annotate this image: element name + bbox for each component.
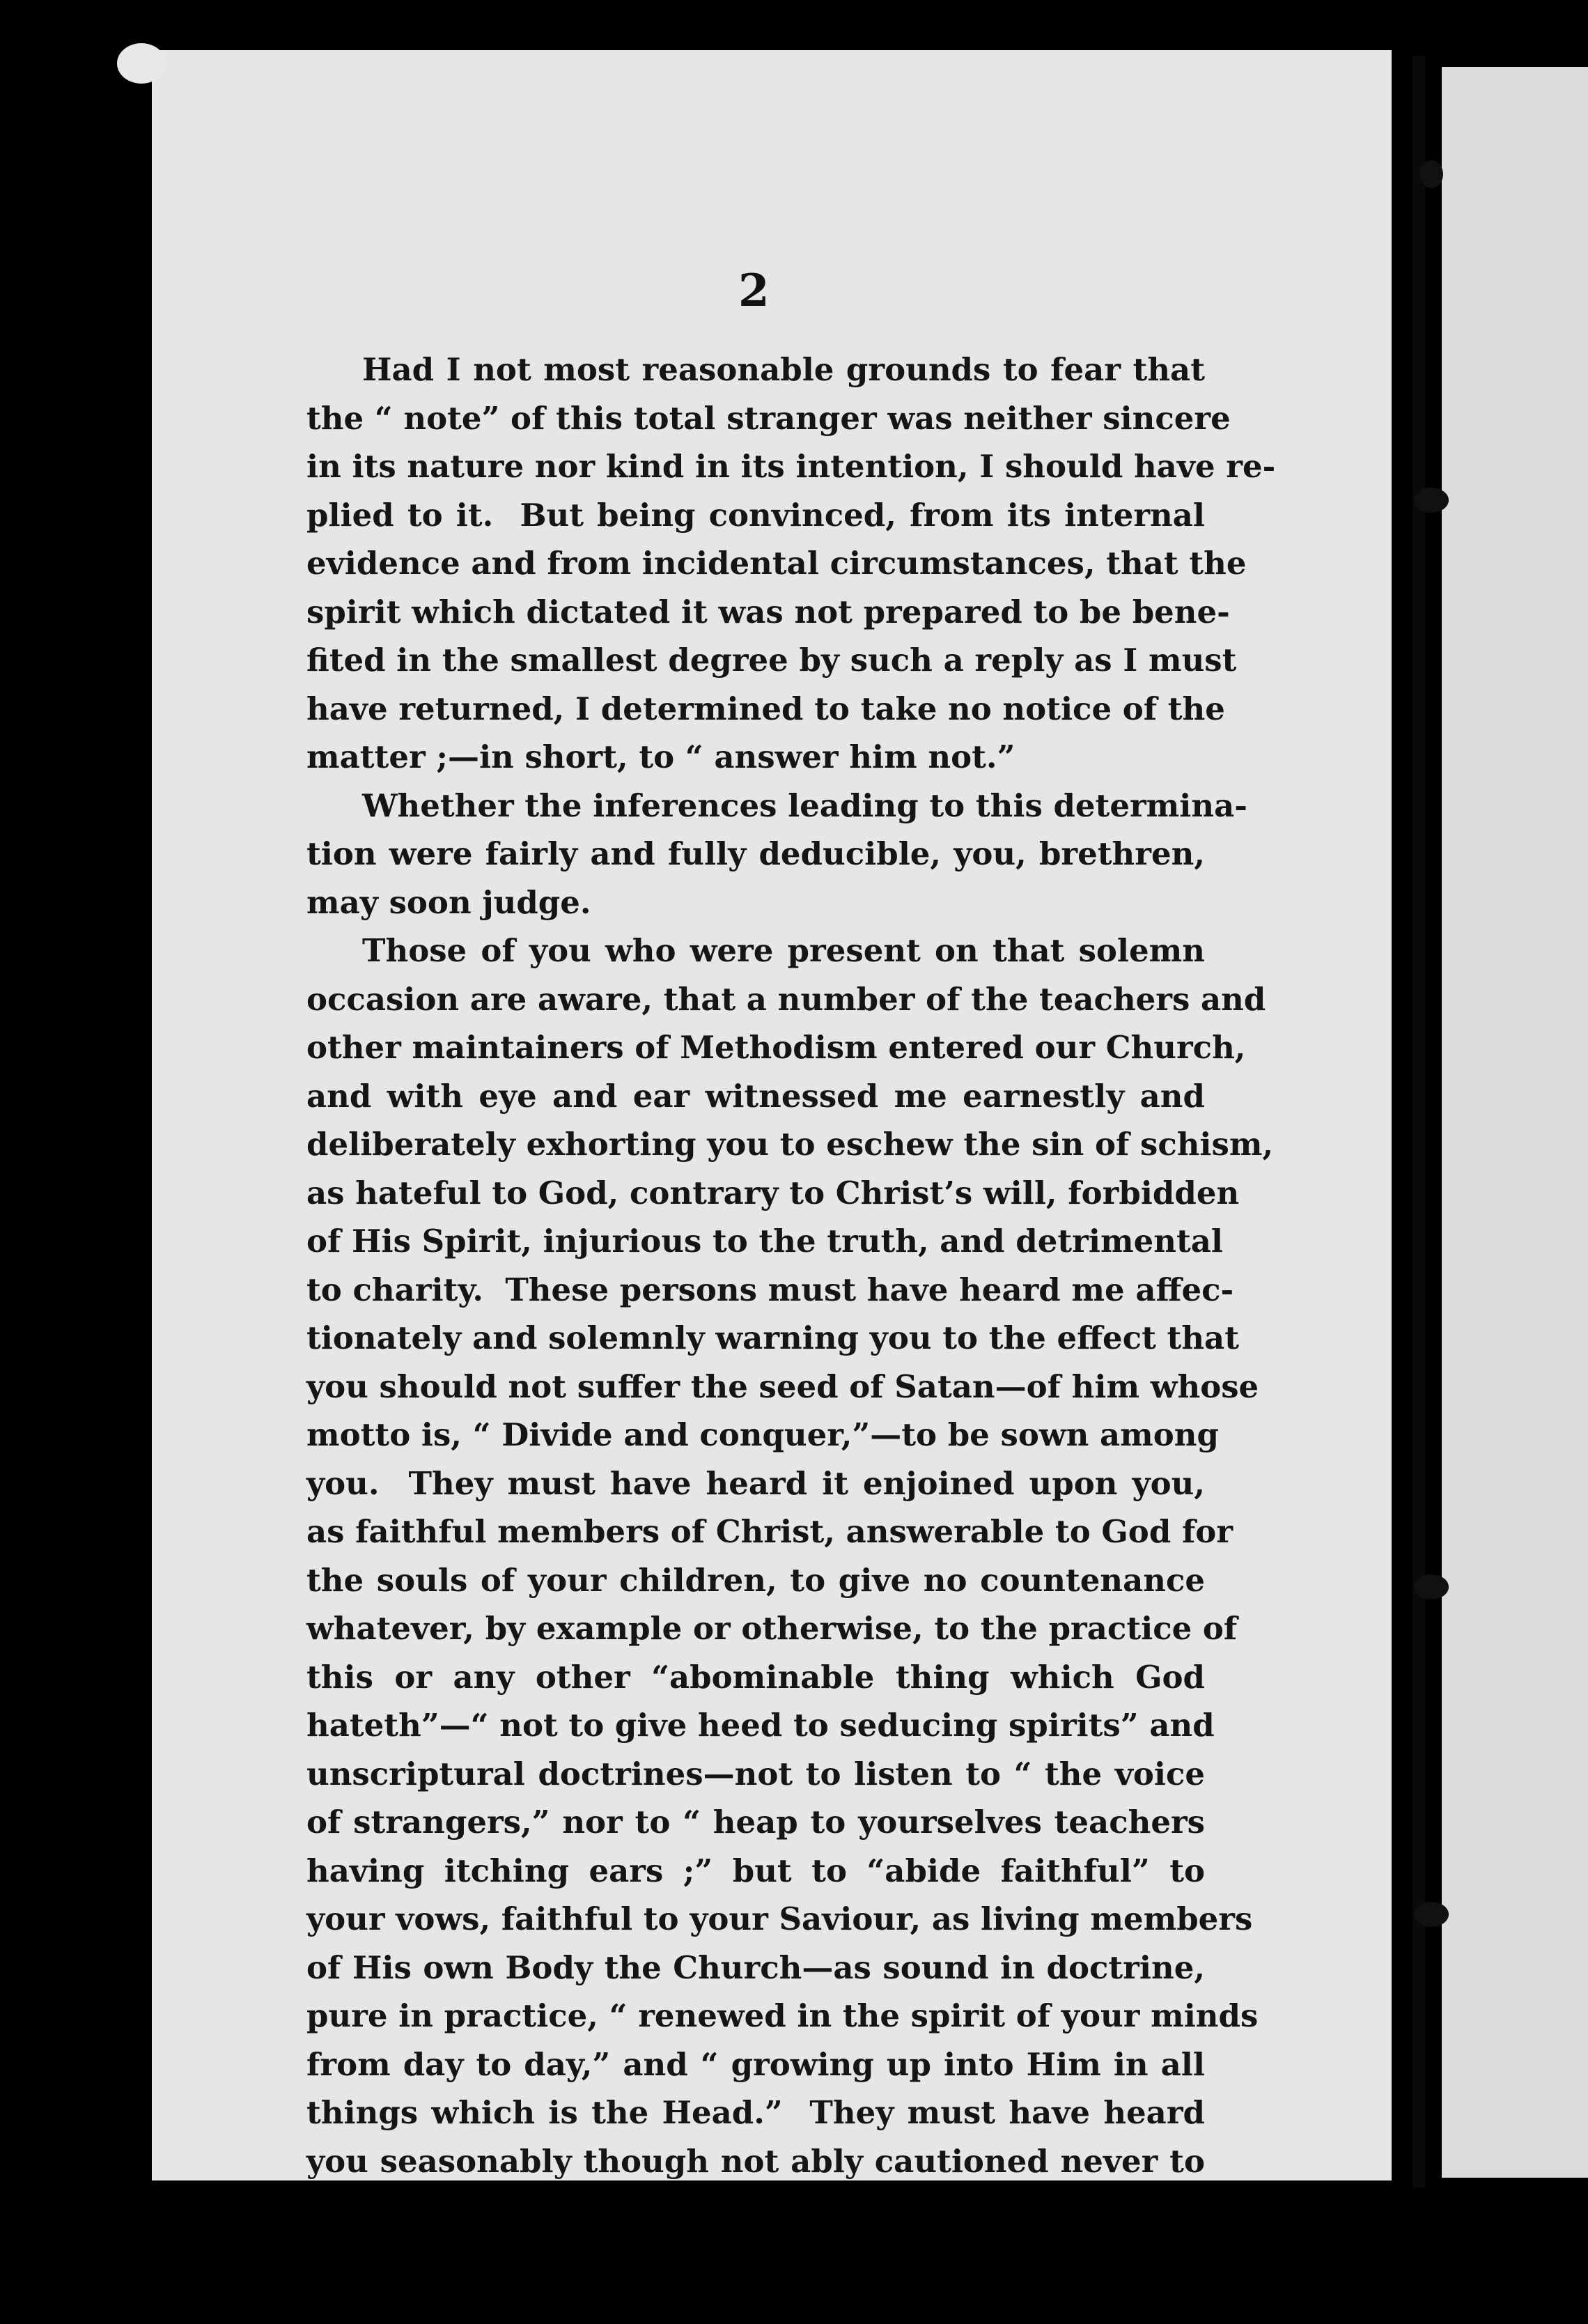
text-line: you seasonably though not ably cautioned never to — [306, 2142, 1205, 2180]
text-line: things which is the Head.” They must have heard — [306, 2094, 1205, 2131]
text-line: hateth”—“ not to give heed to seducing spirits” and — [306, 1707, 1215, 1744]
text-line: having itching ears ;” but to “abide faithful” to — [306, 1852, 1205, 1889]
text-line: pure in practice, “ renewed in the spirit of your minds — [306, 1997, 1259, 2034]
text-line: spirit which dictated it was not prepared to be bene- — [306, 593, 1230, 630]
text-line: in its nature nor kind in its intention, I should have re- — [306, 448, 1276, 485]
text-line: unscriptural doctrines—not to listen to “ the voice — [306, 1755, 1205, 1792]
text-line: deliberately exhorting you to eschew the sin of schism, — [306, 1126, 1274, 1163]
text-line: matter ;—in short, to “ answer him not.” — [306, 738, 1015, 775]
text-line: of His own Body the Church—as sound in doctrine, — [306, 1949, 1205, 1986]
page-number: 2 — [738, 265, 770, 317]
text-line: you. They must have heard it enjoined upon you, — [306, 1464, 1205, 1502]
binding-mark — [1414, 488, 1449, 513]
binding-mark — [1414, 1902, 1449, 1927]
text-line: fited in the smallest degree by such a reply as I must — [306, 642, 1237, 679]
text-line: motto is, “ Divide and conquer,”—to be sown among — [306, 1416, 1219, 1453]
text-line: your vows, faithful to your Saviour, as living members — [306, 1900, 1253, 1937]
text-line: tionately and solemnly warning you to the effect that — [306, 1319, 1239, 1356]
text-line: plied to it. But being convinced, from its internal — [306, 496, 1205, 534]
text-line: whatever, by example or otherwise, to the practice of — [306, 1610, 1238, 1647]
text-line: Had I not most reasonable grounds to fear that — [362, 351, 1205, 388]
text-line: other maintainers of Methodism entered our Church, — [306, 1029, 1246, 1066]
text-line: evidence and from incidental circumstances, that the — [306, 545, 1247, 582]
facing-page-edge — [1442, 67, 1588, 2178]
text-line: may soon judge. — [306, 883, 591, 921]
text-line: as faithful members of Christ, answerable to God for — [306, 1513, 1233, 1550]
body-text — [306, 346, 1276, 2185]
binding-mark — [1419, 160, 1443, 188]
text-line: the “ note” of this total stranger was neither sincere — [306, 399, 1231, 437]
text-line: Those of you who were present on that solemn — [362, 932, 1205, 969]
text-line: the souls of your children, to give no countenance — [306, 1561, 1205, 1599]
text-line: Whether the inferences leading to this determina- — [362, 787, 1247, 824]
binding-mark — [1414, 1574, 1449, 1599]
text-line: you should not suffer the seed of Satan—of him whose — [306, 1368, 1259, 1405]
text-line: this or any other “abominable thing which God — [306, 1658, 1205, 1696]
text-line: tion were fairly and fully deducible, you, brethren, — [306, 835, 1205, 872]
text-line: have returned, I determined to take no notice of the — [306, 690, 1225, 727]
text-line: to charity. These persons must have heard me affec- — [306, 1271, 1234, 1308]
text-line: occasion are aware, that a number of the teachers and — [306, 980, 1266, 1018]
text-line: from day to day,” and “ growing up into Him in all — [306, 2045, 1205, 2083]
text-line: of strangers,” nor to “ heap to yourselves teachers — [306, 1804, 1205, 1841]
scan-speck — [117, 43, 166, 84]
text-line: and with eye and ear witnessed me earnestly and — [306, 1077, 1205, 1115]
text-line: as hateful to God, contrary to Christ’s will, forbidden — [306, 1174, 1240, 1211]
text-line: of His Spirit, injurious to the truth, and detrimental — [306, 1223, 1223, 1260]
binding-gutter — [1412, 56, 1425, 2187]
